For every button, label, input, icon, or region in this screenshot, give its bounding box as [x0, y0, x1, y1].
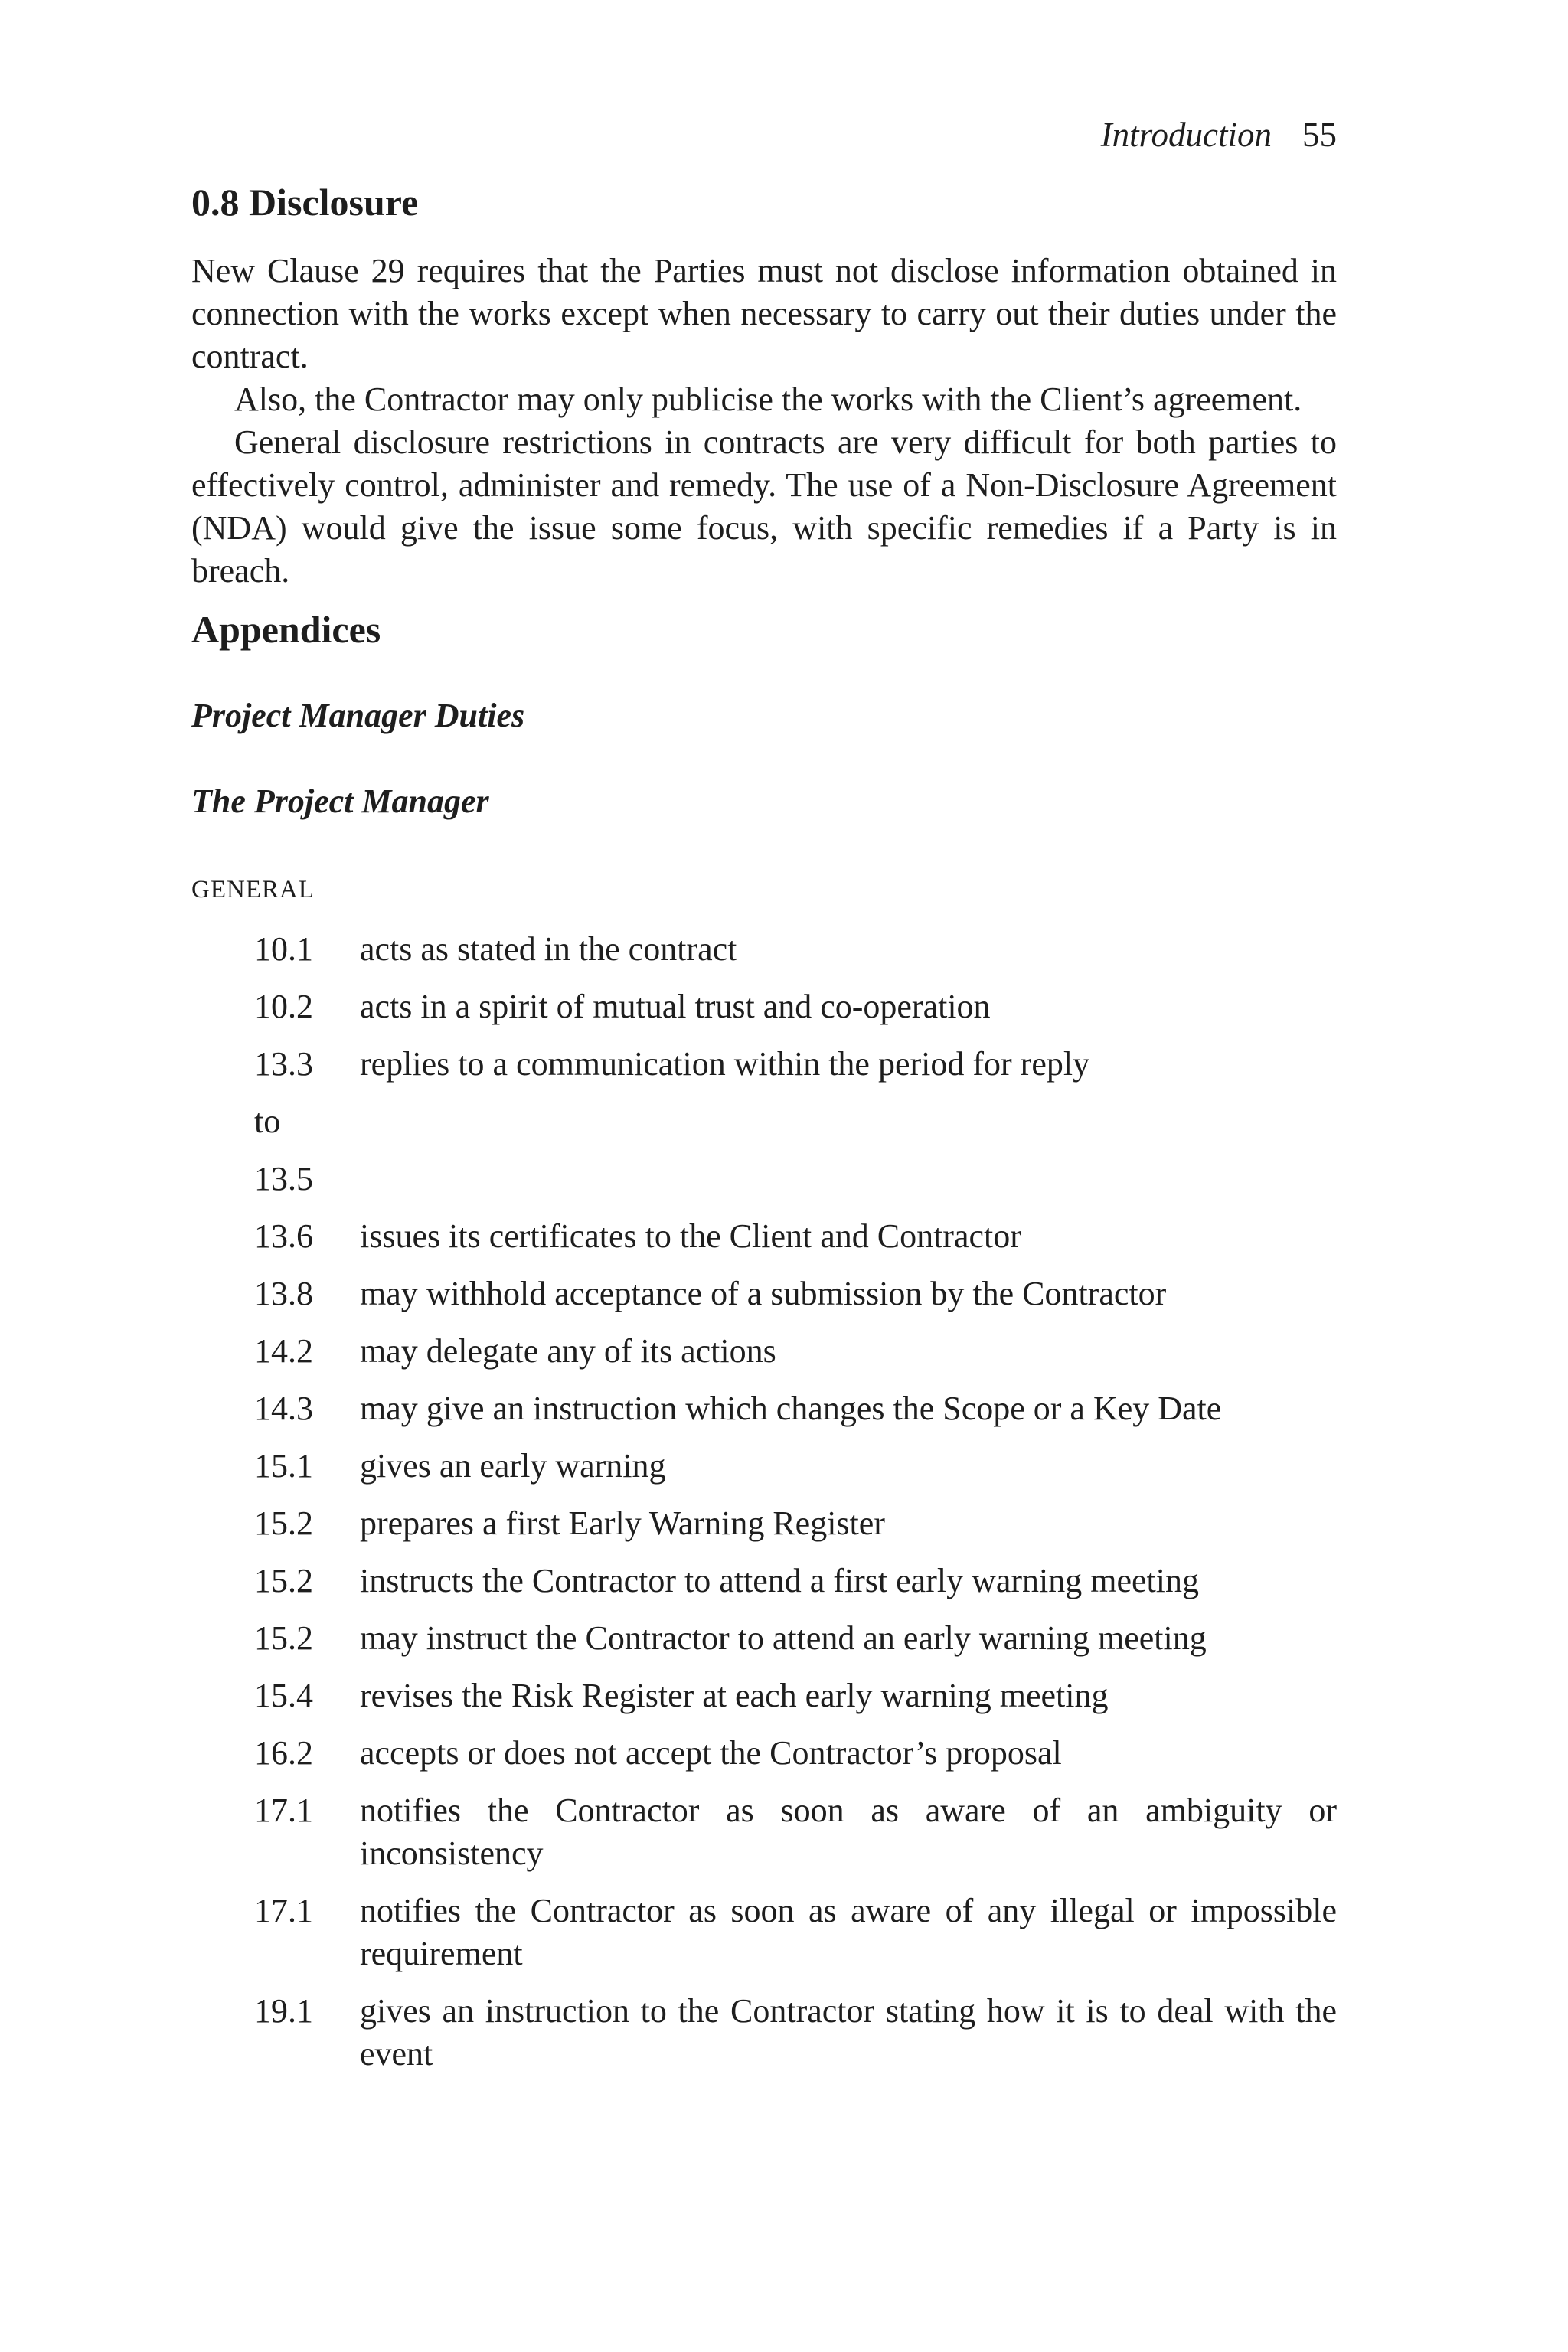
- duty-text: may delegate any of its actions: [360, 1332, 776, 1370]
- duty-text: gives an instruction to the Contractor stating how it is to deal with the event: [360, 1992, 1337, 2073]
- paragraph-nda: General disclosure restrictions in contracts are very difficult for both parties to effectively control, administer and remedy. The use of a Non-Disclosure Agreement (NDA) would give the issue some focus, with specific remedies if a Party is in breach.: [191, 423, 1337, 590]
- category-label: GENERAL: [191, 876, 315, 903]
- duty-text: accepts or does not accept the Contractor’s proposal: [360, 1734, 1062, 1772]
- duty-text: [360, 1100, 1337, 1143]
- duty-clause: to: [254, 1102, 281, 1140]
- duty-row: [191, 1990, 1337, 2076]
- duty-clause: 15.2: [254, 1619, 313, 1657]
- duty-clause: 14.2: [254, 1332, 313, 1370]
- duty-row: [191, 1445, 1337, 1488]
- duty-text: notifies the Contractor as soon as aware of an ambiguity or inconsistency: [360, 1792, 1337, 1872]
- duty-clause: 13.5: [254, 1160, 313, 1197]
- duty-clause: 19.1: [254, 1992, 313, 2030]
- duty-clause: 15.2: [254, 1562, 313, 1599]
- duty-row: [191, 1560, 1337, 1602]
- duty-text: acts in a spirit of mutual trust and co-operation: [360, 988, 991, 1025]
- paragraph-clause-29: New Clause 29 requires that the Parties must not disclose information obtained in connection with the works except when necessary to carry out their duties under the contract.: [191, 252, 1337, 375]
- duty-text: may instruct the Contractor to attend an early warning meeting: [360, 1619, 1207, 1657]
- running-header-title: Introduction: [1100, 116, 1272, 154]
- duty-row: [191, 1617, 1337, 1660]
- duty-text: prepares a first Early Warning Register: [360, 1504, 885, 1542]
- page-number: 55: [1302, 116, 1337, 154]
- running-header: [1101, 112, 1337, 158]
- duty-row: [191, 985, 1337, 1028]
- duty-clause: 10.1: [254, 930, 313, 968]
- duty-row: [191, 1043, 1337, 1086]
- duty-row: [191, 1674, 1337, 1717]
- duty-row: [191, 1789, 1337, 1875]
- duty-row: [191, 1100, 1337, 1143]
- duty-list: [191, 928, 1337, 2090]
- duty-clause: 13.6: [254, 1217, 313, 1255]
- duty-clause: 15.2: [254, 1504, 313, 1542]
- duty-text: replies to a communication within the period for reply: [360, 1045, 1090, 1083]
- duty-text: gives an early warning: [360, 1447, 666, 1485]
- duty-clause: 13.3: [254, 1045, 313, 1083]
- duty-row: [191, 1890, 1337, 1975]
- duty-clause: 17.1: [254, 1792, 313, 1829]
- duty-clause: 14.3: [254, 1390, 313, 1427]
- duty-clause: 15.4: [254, 1677, 313, 1714]
- duty-row: [191, 1330, 1337, 1373]
- duty-text: issues its certificates to the Client and Contractor: [360, 1217, 1021, 1255]
- duty-text: may withhold acceptance of a submission by the Contractor: [360, 1275, 1167, 1312]
- appendices-title: Appendices: [191, 608, 381, 651]
- duty-clause: 13.8: [254, 1275, 313, 1312]
- duty-row: [191, 1502, 1337, 1545]
- duty-row: [191, 1158, 1337, 1200]
- duties-subtitle: Project Manager Duties: [191, 697, 525, 734]
- duty-text: may give an instruction which changes the Scope or a Key Date: [360, 1390, 1222, 1427]
- duty-clause: 16.2: [254, 1734, 313, 1772]
- duty-row: [191, 1387, 1337, 1430]
- duty-row: [191, 1215, 1337, 1258]
- duty-clause: 15.1: [254, 1447, 313, 1485]
- duty-row: [191, 928, 1337, 971]
- duty-clause: 10.2: [254, 988, 313, 1025]
- duty-text: acts as stated in the contract: [360, 930, 737, 968]
- duty-row: [191, 1732, 1337, 1775]
- duty-row: [191, 1272, 1337, 1315]
- paragraph-publicise: Also, the Contractor may only publicise the works with the Client’s agreement.: [234, 381, 1302, 418]
- duty-clause: 17.1: [254, 1892, 313, 1929]
- duty-text: instructs the Contractor to attend a first early warning meeting: [360, 1562, 1200, 1599]
- section-title: 0.8 Disclosure: [191, 181, 419, 224]
- duty-text: revises the Risk Register at each early warning meeting: [360, 1677, 1109, 1714]
- duty-text: notifies the Contractor as soon as aware of any illegal or impossible requirement: [360, 1892, 1337, 1972]
- role-title: The Project Manager: [191, 782, 489, 820]
- duty-text: [360, 1158, 1337, 1200]
